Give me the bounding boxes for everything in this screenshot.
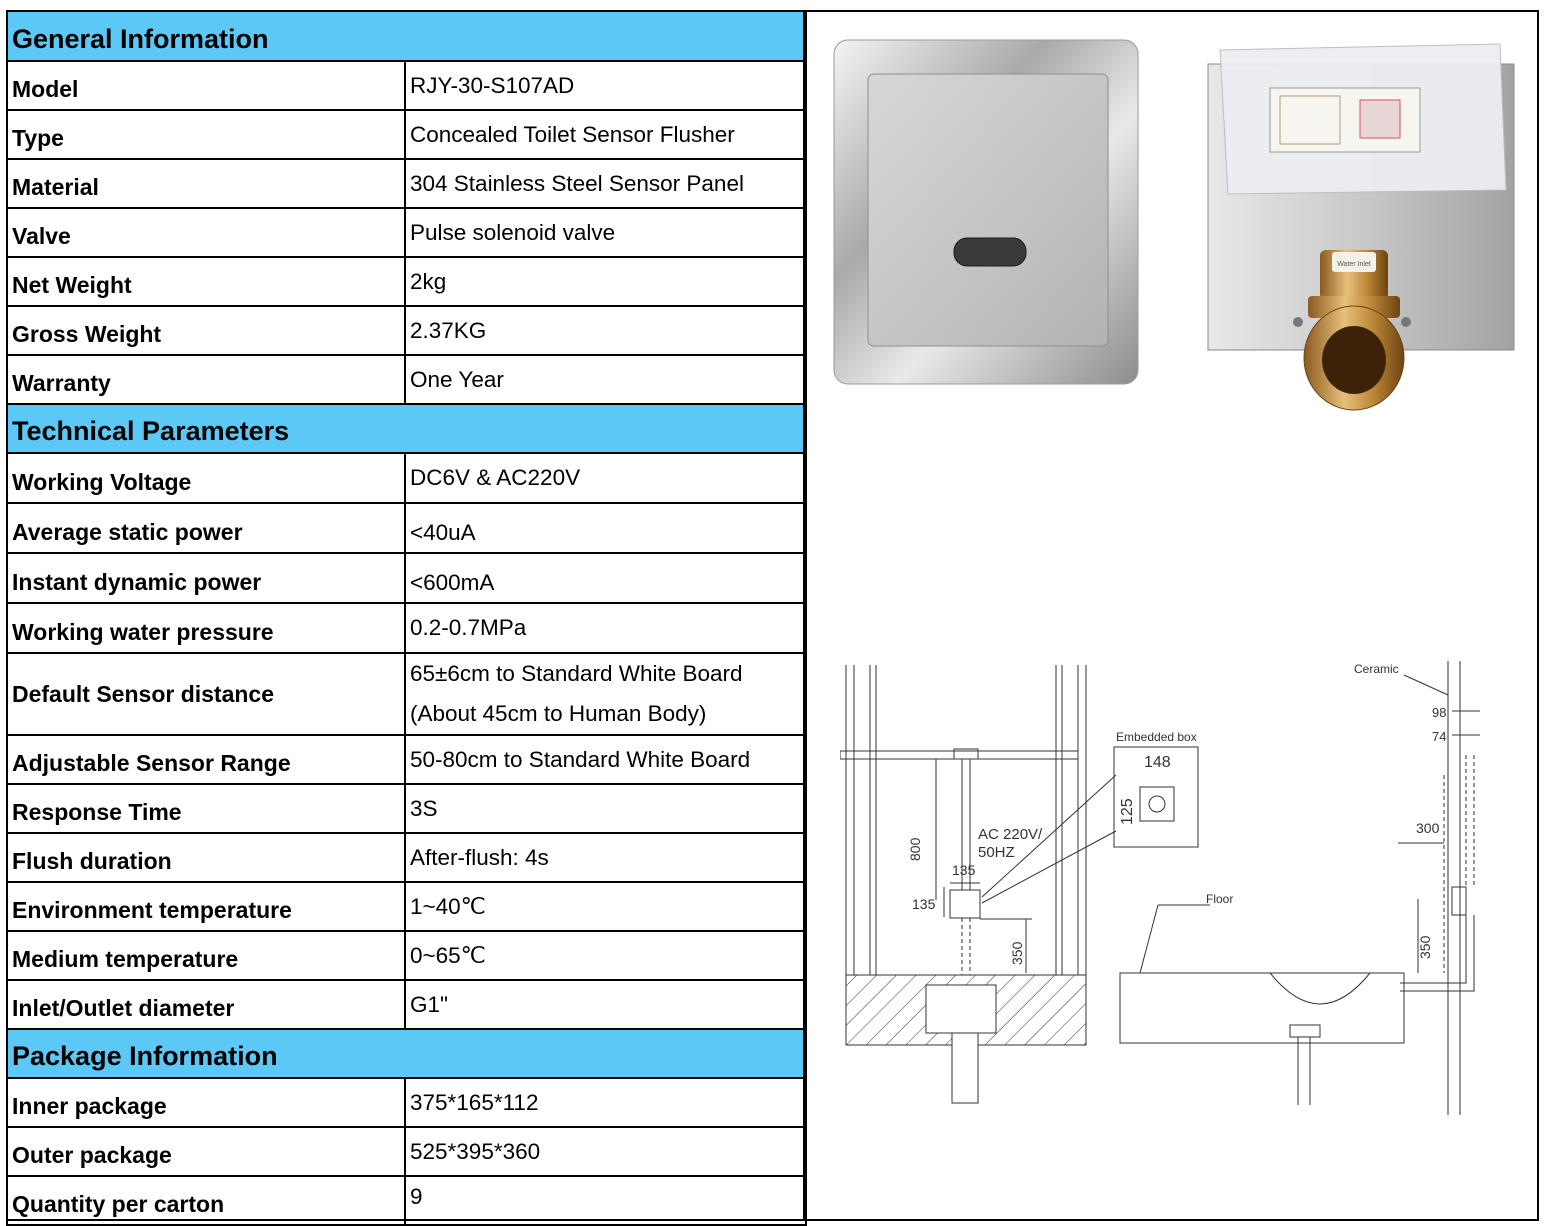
row-value-line1: 65±6cm to Standard White Board — [410, 661, 743, 686]
row-value: After-flush: 4s — [405, 833, 806, 882]
row-value: <600mA — [405, 553, 806, 603]
row-key: Working Voltage — [7, 453, 405, 503]
row-key: Medium temperature — [7, 931, 405, 980]
row-key: Response Time — [7, 784, 405, 833]
row-key: Outer package — [7, 1127, 405, 1176]
row-value: RJY-30-S107AD — [405, 61, 806, 110]
row-value-line2: (About 45cm to Human Body) — [410, 701, 707, 726]
box-height-label: 125 — [1119, 798, 1136, 825]
dim-800-label: 800 — [907, 837, 923, 861]
section-title: General Information — [7, 11, 806, 61]
row-value: DC6V & AC220V — [405, 453, 806, 503]
row-key: Inlet/Outlet diameter — [7, 980, 405, 1029]
row-key: Type — [7, 110, 405, 159]
row-value: Pulse solenoid valve — [405, 208, 806, 257]
row-value: 3S — [405, 784, 806, 833]
power-label: AC 220V/ — [978, 826, 1043, 843]
row-key: Instant dynamic power — [7, 553, 405, 603]
sensor-panel-image — [830, 36, 1142, 388]
section-title: Package Information — [7, 1029, 806, 1078]
row-key: Material — [7, 159, 405, 208]
row-value: Concealed Toilet Sensor Flusher — [405, 110, 806, 159]
row-value: 0~65℃ — [405, 931, 806, 980]
panel-plate — [868, 74, 1108, 346]
row-key: Valve — [7, 208, 405, 257]
dim-300-label: 300 — [1416, 820, 1440, 836]
row-value: 525*395*360 — [405, 1127, 806, 1176]
dim-135-side-label: 135 — [912, 896, 936, 912]
row-value: <40uA — [405, 503, 806, 553]
row-value: 304 Stainless Steel Sensor Panel — [405, 159, 806, 208]
row-value: 9 — [405, 1176, 806, 1225]
row-key: Net Weight — [7, 257, 405, 306]
section-title: Technical Parameters — [7, 404, 806, 453]
row-value: 375*165*112 — [405, 1078, 806, 1127]
installation-diagram — [840, 655, 1500, 1125]
row-key: Inner package — [7, 1078, 405, 1127]
ceramic-label: Ceramic — [1354, 662, 1399, 676]
dim-350-left-label: 350 — [1009, 941, 1025, 965]
row-value: One Year — [405, 355, 806, 404]
row-value: 2kg — [405, 257, 806, 306]
row-value: 1~40℃ — [405, 882, 806, 931]
screw-icon — [1293, 317, 1303, 327]
row-key: Warranty — [7, 355, 405, 404]
floor-label: Floor — [1206, 892, 1234, 906]
row-key: Working water pressure — [7, 603, 405, 653]
row-value: 0.2-0.7MPa — [405, 603, 806, 653]
dim-74-label: 74 — [1432, 729, 1447, 744]
frequency-label: 50HZ — [978, 844, 1015, 861]
sensor-window-icon — [954, 238, 1026, 266]
row-key: Model — [7, 61, 405, 110]
label-figure — [1360, 100, 1400, 138]
row-value: G1" — [405, 980, 806, 1029]
row-key: Default Sensor distance — [7, 653, 405, 735]
box-width-label: 148 — [1144, 754, 1171, 771]
row-key: Adjustable Sensor Range — [7, 735, 405, 784]
embedded-box-label: Embedded box — [1116, 730, 1197, 744]
row-key: Average static power — [7, 503, 405, 553]
column-divider — [803, 10, 805, 1221]
row-key: Gross Weight — [7, 306, 405, 355]
row-key: Environment temperature — [7, 882, 405, 931]
row-key: Flush duration — [7, 833, 405, 882]
embedded-box-image — [1200, 40, 1520, 412]
dim-135-top-label: 135 — [952, 862, 976, 878]
row-key: Quantity per carton — [7, 1176, 405, 1225]
dim-350-right-label: 350 — [1417, 935, 1433, 959]
outlet-bore — [1322, 326, 1386, 394]
row-value: 50-80cm to Standard White Board — [405, 735, 806, 784]
row-value: 2.37KG — [405, 306, 806, 355]
dim-98-label: 98 — [1432, 705, 1447, 720]
sticker-text: Water Inlet — [1337, 261, 1371, 268]
screw-icon — [1401, 317, 1411, 327]
